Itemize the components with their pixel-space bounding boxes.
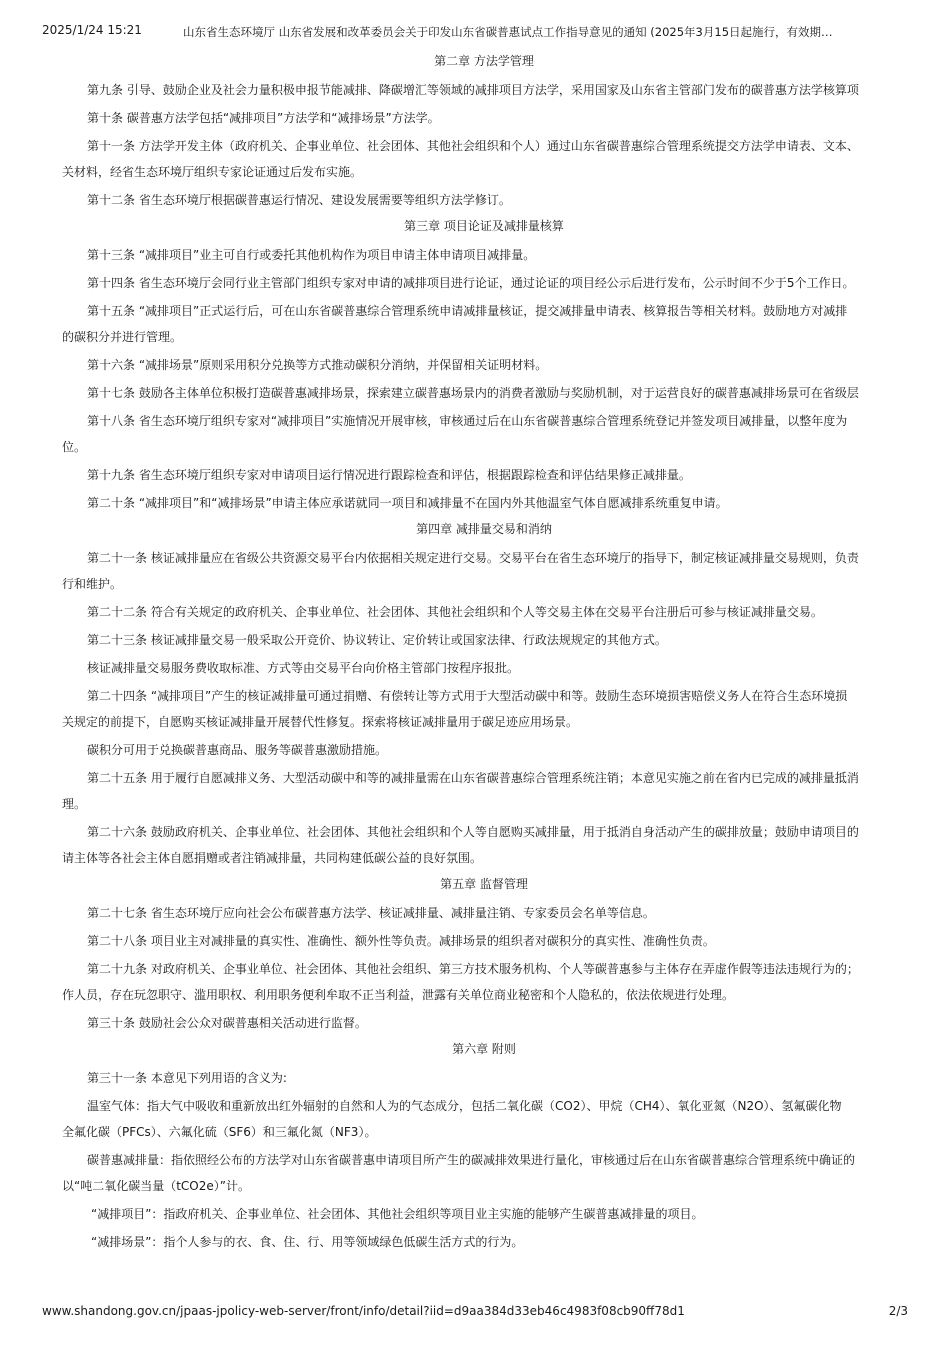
paragraph-line: 第二十九条 对政府机关、企事业单位、社会团体、其他社会组织、第三方技术服务机构、个人等碳普惠参与主体存在弄虚作假等违法违规行为的； (87, 962, 859, 976)
print-datetime: 2025/1/24 15:21 (42, 23, 142, 37)
paragraph-line: 第九条 引导、鼓励企业及社会力量积极申报节能减排、降碳增汇等领域的减排项目方法学，采用国家及山东省主管部门发布的碳普惠方法学核算项 (87, 83, 859, 97)
paragraph-line: 关规定的前提下，自愿购买核证减排量开展替代性修复。探索将核证减排量用于碳足迹应用场景。 (62, 715, 579, 729)
article-paragraph (62, 187, 906, 213)
article-paragraph (62, 900, 906, 926)
article-paragraph (62, 462, 906, 488)
article-paragraph (62, 298, 906, 350)
paragraph-line: 第十七条 鼓励各主体单位积极打造碳普惠减排场景，探索建立碳普惠场景内的消费者激励与奖励机制，对于运营良好的碳普惠减排场景可在省级层 (87, 386, 859, 400)
paragraph-line: 第二十三条 核证减排量交易一般采取公开竞价、协议转让、定价转让或国家法律、行政法规规定的其他方式。 (87, 633, 667, 647)
paragraph-line: 第十三条 “减排项目”业主可自行或委托其他机构作为项目申请主体申请项目减排量。 (87, 248, 536, 262)
article-paragraph (62, 352, 906, 378)
article-paragraph (62, 1201, 906, 1227)
paragraph-line: 核证减排量交易服务费收取标准、方式等由交易平台向价格主管部门按程序报批。 (87, 661, 520, 675)
paragraph-line: 温室气体：指大气中吸收和重新放出红外辐射的自然和人为的气态成分，包括二氧化碳（CO2）、甲烷（CH4）、氧化亚氮（N2O）、氢氟碳化物 (87, 1099, 842, 1113)
article-paragraph (62, 928, 906, 954)
paragraph-line: 以“吨二氧化碳当量（tCO2e）”计。 (62, 1179, 250, 1193)
paragraph-line: 第三十一条 本意见下列用语的含义为: (87, 1071, 287, 1085)
paragraph-line: 第二十一条 核证减排量应在省级公共资源交易平台内依据相关规定进行交易。交易平台在省生态环境厅的指导下，制定核证减排量交易规则，负责 (87, 551, 859, 565)
article-paragraph (62, 627, 906, 653)
chapter-heading: 第六章 附则 (452, 1042, 516, 1056)
paragraph-line: 第二十四条 “减排项目”产生的核证减排量可通过捐赠、有偿转让等方式用于大型活动碳中和等。鼓励生态环境损害赔偿义务人在符合生态环境损 (87, 689, 848, 703)
paragraph-line: “减排项目”：指政府机关、企事业单位、社会团体、其他社会组织等项目业主实施的能够产生碳普惠减排量的项目。 (91, 1207, 704, 1221)
paragraph-line: 第二十五条 用于履行自愿减排义务、大型活动碳中和等的减排量需在山东省碳普惠综合管理系统注销；本意见实施之前在省内已完成的减排量抵消 (87, 771, 859, 785)
article-paragraph (62, 133, 906, 185)
paragraph-line: 第十六条 “减排场景”原则采用积分兑换等方式推动碳积分消纳，并保留相关证明材料。 (87, 358, 548, 372)
article-paragraph (62, 242, 906, 268)
page-number: 2/3 (888, 1304, 908, 1318)
article-paragraph (62, 1093, 906, 1145)
paragraph-line: 碳普惠减排量：指依照经公布的方法学对山东省碳普惠申请项目所产生的碳减排效果进行量化，审核通过后在山东省碳普惠综合管理系统中确证的 (87, 1153, 856, 1167)
paragraph-line: 的碳积分并进行管理。 (62, 330, 183, 344)
paragraph-line: 第三十条 鼓励社会公众对碳普惠相关活动进行监督。 (87, 1016, 367, 1030)
paragraph-line: 第二十七条 省生态环境厅应向社会公布碳普惠方法学、核证减排量、减排量注销、专家委员会名单等信息。 (87, 906, 655, 920)
paragraph-line: 第十条 碳普惠方法学包括“减排项目”方法学和“减排场景”方法学。 (87, 111, 440, 125)
article-paragraph (62, 765, 906, 817)
article-paragraph (62, 683, 906, 735)
article-paragraph (62, 819, 906, 871)
paragraph-line: 第二十六条 鼓励政府机关、企事业单位、社会团体、其他社会组织和个人等自愿购买减排量，用于抵消自身活动产生的碳排放量；鼓励申请项目的 (87, 825, 859, 839)
paragraph-line: 第十九条 省生态环境厅组织专家对申请项目运行情况进行跟踪检查和评估，根据跟踪检查和评估结果修正减排量。 (87, 468, 691, 482)
paragraph-line: 作人员，存在玩忽职守、滥用职权、利用职务便利牟取不正当利益，泄露有关单位商业秘密和个人隐私的，依法依规进行处理。 (62, 988, 735, 1002)
paragraph-line: 第十八条 省生态环境厅组织专家对“减排项目”实施情况开展审核，审核通过后在山东省碳普惠综合管理系统登记并签发项目减排量，以整年度为 (87, 414, 848, 428)
article-paragraph (62, 1229, 906, 1255)
article-paragraph (62, 77, 906, 103)
paragraph-line: 第十二条 省生态环境厅根据碳普惠运行情况、建设发展需要等组织方法学修订。 (87, 193, 511, 207)
chapter-heading: 第四章 减排量交易和消纳 (416, 522, 552, 536)
article-paragraph (62, 1065, 906, 1091)
paragraph-line: 理。 (62, 797, 87, 811)
paragraph-line: 第二十八条 项目业主对减排量的真实性、准确性、额外性等负责。减排场景的组织者对碳积分的真实性、准确性负责。 (87, 934, 715, 948)
paragraph-line: 全氟化碳（PFCs）、六氟化硫（SF6）和三氟化氮（NF3）。 (62, 1125, 377, 1139)
article-paragraph (62, 1010, 906, 1036)
source-url[interactable]: www.shandong.gov.cn/jpaas-jpolicy-web-server/front/info/detail?iid=d9aa384d33eb46c4983f08cb90ff78d1 (42, 1304, 685, 1318)
article-paragraph (62, 1147, 906, 1199)
article-paragraph (62, 545, 906, 597)
paragraph-line: 第二十二条 符合有关规定的政府机关、企事业单位、社会团体、其他社会组织和个人等交易主体在交易平台注册后可参与核证减排量交易。 (87, 605, 823, 619)
article-paragraph (62, 599, 906, 625)
chapter-heading: 第三章 项目论证及减排量核算 (404, 219, 564, 233)
paragraph-line: 碳积分可用于兑换碳普惠商品、服务等碳普惠激励措施。 (87, 743, 388, 757)
paragraph-line: 第十一条 方法学开发主体（政府机关、企事业单位、社会团体、其他社会组织和个人）通过山东省碳普惠综合管理系统提交方法学申请表、文本、 (87, 139, 859, 153)
chapter-heading: 第二章 方法学管理 (434, 54, 534, 68)
paragraph-line: 请主体等各社会主体自愿捐赠或者注销减排量，共同构建低碳公益的良好氛围。 (62, 851, 483, 865)
paragraph-line: “减排场景”：指个人参与的衣、食、住、行、用等领域绿色低碳生活方式的行为。 (91, 1235, 524, 1249)
article-paragraph (62, 490, 906, 516)
paragraph-line: 第十四条 省生态环境厅会同行业主管部门组织专家对申请的减排项目进行论证，通过论证的项目经公示后进行发布，公示时间不少于5个工作日。 (87, 276, 855, 290)
document-body (62, 50, 906, 1257)
paragraph-line: 第十五条 “减排项目”正式运行后，可在山东省碳普惠综合管理系统申请减排量核证，提交减排量申请表、核算报告等相关材料。鼓励地方对减排 (87, 304, 848, 318)
article-paragraph (62, 105, 906, 131)
chapter-heading: 第五章 监督管理 (440, 877, 528, 891)
article-paragraph (62, 408, 906, 460)
article-paragraph (62, 380, 906, 406)
article-paragraph (62, 270, 906, 296)
paragraph-line: 位。 (62, 440, 87, 454)
article-paragraph (62, 956, 906, 1008)
article-paragraph (62, 655, 906, 681)
paragraph-line: 关材料，经省生态环境厅组织专家论证通过后发布实施。 (62, 165, 363, 179)
document-title: 山东省生态环境厅 山东省发展和改革委员会关于印发山东省碳普惠试点工作指导意见的通知 (2025年3月15日起施行，有效期… (183, 25, 833, 39)
paragraph-line: 第二十条 “减排项目”和“减排场景”申请主体应承诺就同一项目和减排量不在国内外其他温室气体自愿减排系统重复申请。 (87, 496, 728, 510)
article-paragraph (62, 737, 906, 763)
paragraph-line: 行和维护。 (62, 577, 123, 591)
